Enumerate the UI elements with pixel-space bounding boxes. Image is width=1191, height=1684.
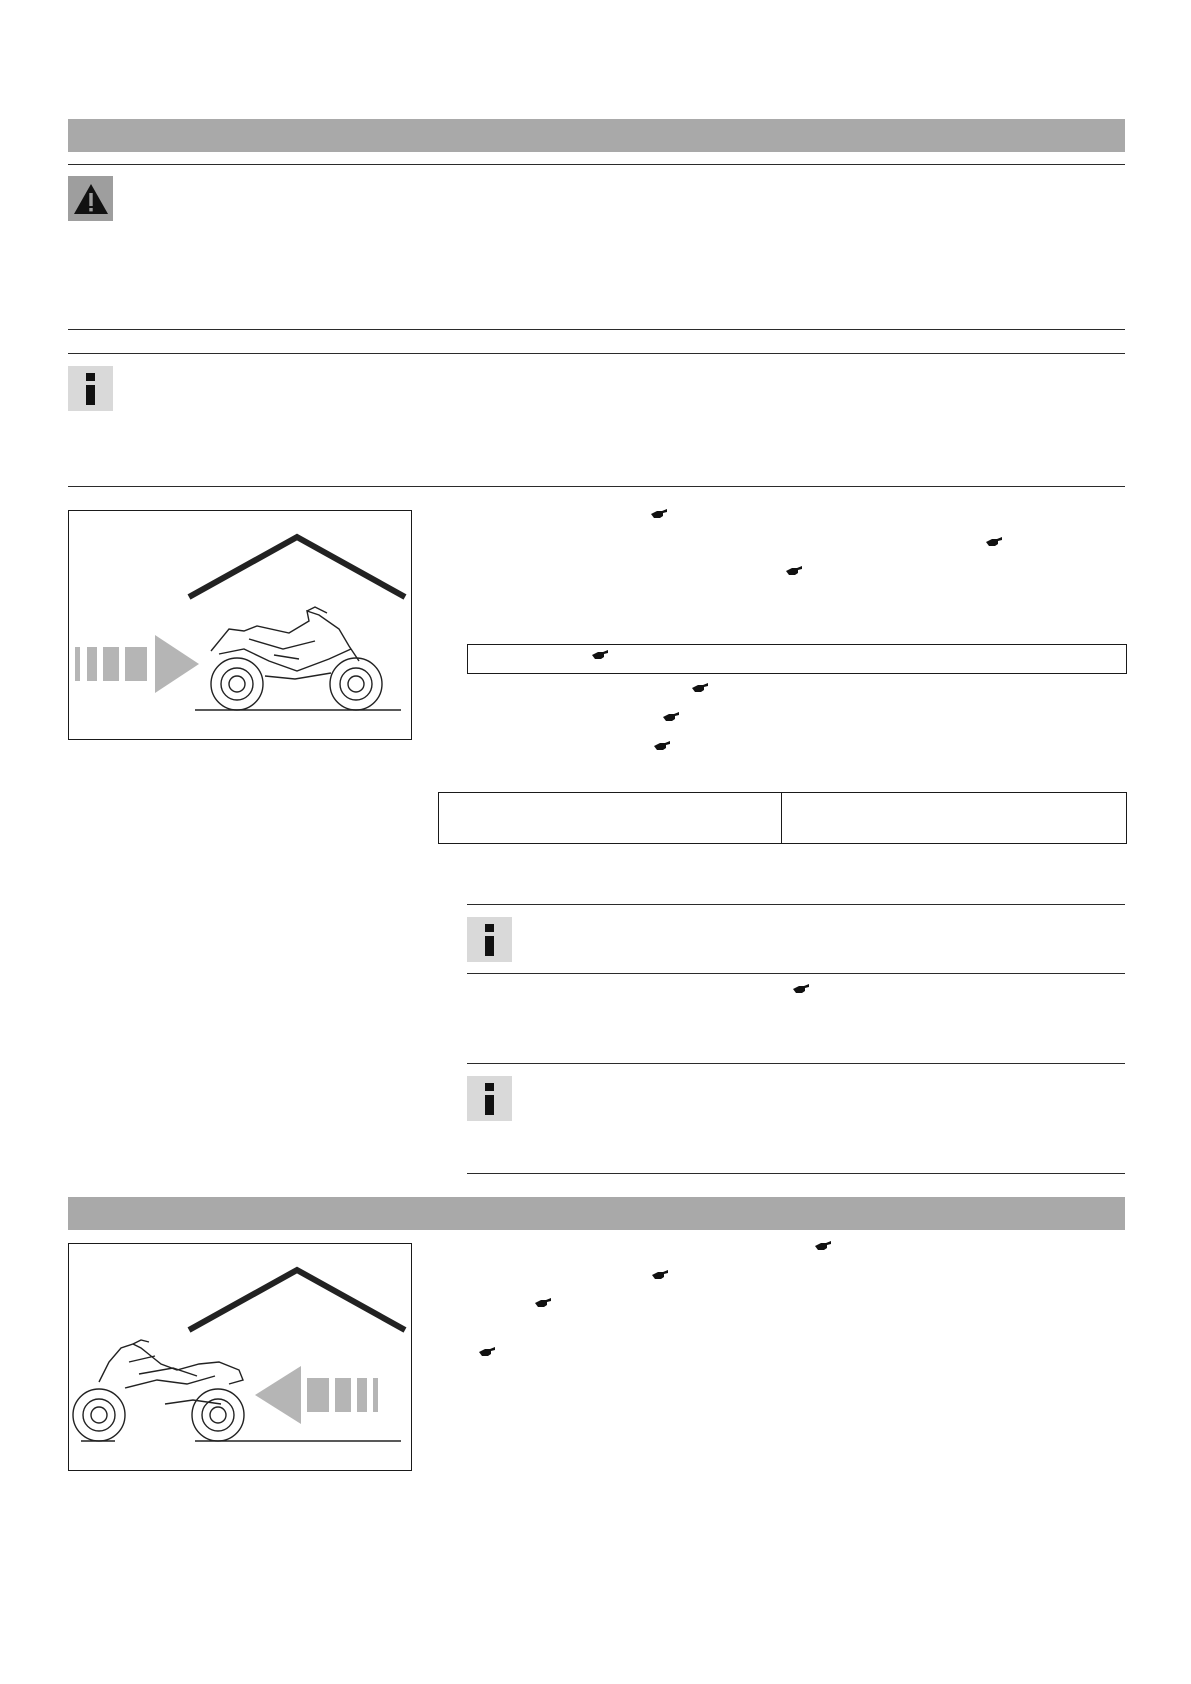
info-2-bottom-rule xyxy=(467,973,1125,974)
info-3-top-rule xyxy=(467,1063,1125,1064)
pointer-icon xyxy=(815,1241,831,1251)
pointer-icon xyxy=(986,537,1002,547)
spec-table xyxy=(438,792,1127,844)
warning-top-rule xyxy=(68,164,1125,165)
pointer-icon xyxy=(786,566,802,576)
boxed-reference-line xyxy=(467,644,1127,674)
pointer-icon xyxy=(663,712,679,722)
info-icon xyxy=(467,1076,512,1121)
atv-drive-out-figure xyxy=(68,1243,412,1471)
info-1-top-rule xyxy=(68,353,1125,354)
pointer-icon xyxy=(479,1347,495,1357)
pointer-icon xyxy=(793,984,809,994)
info-icon xyxy=(467,917,512,962)
pointer-icon xyxy=(692,683,708,693)
pointer-icon xyxy=(654,741,670,751)
warning-bottom-rule xyxy=(68,329,1125,330)
pointer-icon xyxy=(535,1298,551,1308)
spec-table-divider xyxy=(781,793,782,843)
info-2-top-rule xyxy=(467,904,1125,905)
pointer-icon xyxy=(592,650,608,660)
pointer-icon xyxy=(652,1270,668,1280)
atv-drive-in-figure xyxy=(68,510,412,740)
section-header-band-2 xyxy=(68,1197,1125,1230)
info-3-bottom-rule xyxy=(467,1173,1125,1174)
warning-icon xyxy=(68,176,113,221)
section-header-band-1 xyxy=(68,119,1125,152)
pointer-icon xyxy=(651,509,667,519)
info-icon xyxy=(68,366,113,411)
info-1-bottom-rule xyxy=(68,486,1125,487)
